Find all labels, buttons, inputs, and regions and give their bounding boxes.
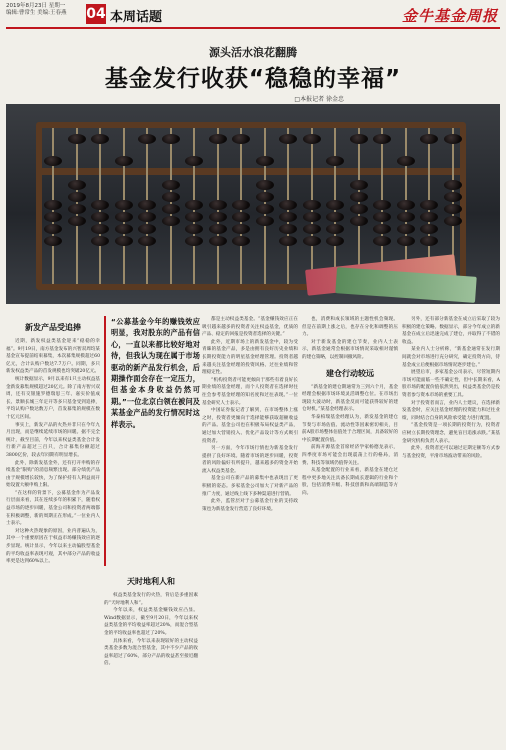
abacus-bead	[444, 192, 462, 202]
abacus-bead	[209, 236, 227, 246]
abacus-bead	[68, 216, 86, 226]
abacus-bead	[397, 200, 415, 210]
paragraph: 另外，还有部分新基金在成立后采取了较为积极的建仓策略。数据显示，部分今年成立的新基金在成立后迅速完成了建仓，并取得了不错的收益。	[402, 317, 500, 345]
abacus-bead	[350, 216, 368, 226]
abacus-bead	[420, 212, 438, 222]
abacus-bead	[209, 212, 227, 222]
paragraph: 基金公司在新产品的募集中也表现出了更积极的姿态。多家基金公司加大了对新产品的推广力度，通过线上线下多种渠道进行营销。	[202, 476, 298, 497]
abacus-bead	[162, 134, 180, 144]
abacus-bead	[91, 236, 109, 246]
paragraph: 此外，投资者还可以通过定期定额等方式参与基金投资，平滑市场波动带来的风险。	[402, 446, 500, 459]
paragraph: 今年以来，权益类基金赚钱效应凸显。Wind数据显示，截至9月20日，今年以来权益类基金的平均收益率超过20%，而混合型基金的平均收益率也超过了20%。	[104, 608, 198, 636]
abacus-bead	[256, 192, 274, 202]
abacus-bead	[326, 212, 344, 222]
paragraph: 此外，监管层对于公募基金行业的支持政策也为新基金发行营造了良好环境。	[202, 499, 298, 512]
section-title: 本周话题	[110, 10, 163, 25]
abacus-bead	[279, 200, 297, 210]
abacus-bead	[373, 200, 391, 210]
abacus-bead	[138, 236, 156, 246]
abacus-bead	[68, 192, 86, 202]
abacus-bead	[350, 180, 368, 190]
abacus-bead	[420, 224, 438, 234]
abacus-bead	[232, 224, 250, 234]
abacus-bead	[326, 224, 344, 234]
abacus-bead	[303, 236, 321, 246]
abacus-bead	[209, 200, 227, 210]
abacus-bead	[44, 156, 62, 166]
abacus-bead	[420, 200, 438, 210]
abacus-bead	[115, 200, 133, 210]
abacus-bead	[232, 134, 250, 144]
abacus-bead	[420, 134, 438, 144]
column-4	[302, 316, 398, 744]
abacus-photo	[6, 104, 500, 304]
paragraph: 前海开源基金首席经济学家杨德龙表示，四季度市场可能会出现震荡上行的格局，消费、科技等领域仍值得关注。	[302, 445, 398, 466]
abacus-bead	[303, 224, 321, 234]
subhead-new-products: 新发产品受追捧	[25, 323, 81, 332]
article-byline: □本报记者 徐金忠	[294, 96, 344, 103]
abacus-bead	[256, 156, 274, 166]
abacus-bead	[68, 180, 86, 190]
header-divider	[6, 27, 500, 29]
abacus-bead	[326, 236, 344, 246]
abacus-bead	[326, 156, 344, 166]
article-headline: 基金发行收获“稳稳的幸福”	[104, 66, 402, 92]
paragraph: 都是主动权益类基金。“基金赚钱效应正在吸引越来越多的投资者关注权益基金，优质的产品、稳定的回报是投资者选择的关键。”	[202, 317, 298, 338]
paragraph: 另一方面，今年市场行情也为新基金发行提供了良好环境。随着市场的逐步回暖，投资者的风险偏好有所提升，越来越多的资金开始流入权益类基金。	[202, 446, 298, 474]
abacus-bead	[68, 134, 86, 144]
page-header	[0, 0, 506, 32]
abacus-bead	[232, 236, 250, 246]
abacus-bead	[115, 212, 133, 222]
paragraph: 中国证券报记者了解到，在市场整体上涨之时，投资者更倾向于选择能够获取超额收益的产品。基金公司也在积极布局权益类产品，通过加大营销投入、优化产品设计等方式吸引投资者。	[202, 408, 298, 444]
abacus-bead	[303, 200, 321, 210]
abacus-bead	[444, 216, 462, 226]
abacus-bead	[256, 180, 274, 190]
paragraph: 对于新发基金的建仓节奏，业内人士表示，新基金通常会根据市场情况采取相对谨慎的建仓策略，以控制回撤风险。	[302, 339, 398, 360]
abacus-bead	[162, 180, 180, 190]
paragraph: 也，消费和成长领域的主题性机会频现。但是在前期上涨之后，也存在分化和调整的压力。	[302, 317, 398, 338]
abacus-bead	[91, 224, 109, 234]
abacus-bead	[444, 134, 462, 144]
abacus-bead	[162, 204, 180, 214]
abacus-bead	[185, 212, 203, 222]
subhead-timing: 天时地利人和	[127, 577, 175, 586]
abacus-bead	[44, 236, 62, 246]
abacus-bead	[397, 224, 415, 234]
abacus-bead	[350, 192, 368, 202]
abacus-bead	[115, 156, 133, 166]
column-1	[6, 316, 100, 744]
abacus-bead	[91, 200, 109, 210]
paragraph: “新基金的建仓期通常为三到六个月，基金经理会根据市场环境灵活调整仓位。在市场出现较大波动时，新基金反而可能获得较好的建仓时机。”某基金经理表示。	[302, 384, 398, 413]
issue-date: 2019年8月23日 星期一	[6, 3, 66, 9]
paragraph: 此外，近期市场上的新发基金中，较为受青睐的基金产品，多是由拥有良好历史业绩和长期投资能力的明星基金经理管理。投资者越来越关注基金经理的投资风格、过往业绩和管理稳定性。	[202, 339, 298, 376]
abacus-bead	[256, 204, 274, 214]
abacus-bead	[44, 224, 62, 234]
subhead-positioning: 建仓行动较远	[326, 368, 374, 378]
abacus-bead	[44, 200, 62, 210]
abacus-bead	[444, 204, 462, 214]
abacus-bead	[185, 200, 203, 210]
abacus-bead	[68, 204, 86, 214]
abacus-bead	[138, 212, 156, 222]
abacus-bead	[232, 212, 250, 222]
abacus-bead	[303, 212, 321, 222]
paragraph: 近期，新发权益类基金迎来“稳稳的幸福”。9月19日，南方基金发布的兴智双周均某基金宣布提前结束募集，本次募集规模超过60亿元，合计认购户数达7.7万户。同期，多只新发权益类产品的首发规模也均突破20亿元。	[6, 339, 100, 375]
abacus-bead	[373, 212, 391, 222]
paragraph: 对于投资者而言，业内人士建议，在选择新发基金时，应关注基金经理的投资能力和过往业绩，同时结合自身的风险承受能力进行配置。	[402, 400, 500, 421]
editor-line: 编辑:曹常生 美编:王春燕	[6, 10, 67, 16]
paragraph: 从基金配置的行业来看，新基金在建仓过程中更多地关注具备长期成长逻辑的行业和个股，包括消费升级、科技创新和高端制造等方向。	[302, 468, 398, 496]
abacus-bead	[91, 212, 109, 222]
abacus-bead	[397, 236, 415, 246]
header-meta	[6, 3, 66, 17]
abacus-bead	[115, 224, 133, 234]
abacus-bead	[373, 236, 391, 246]
column-3	[202, 316, 298, 744]
abacus-bead	[138, 224, 156, 234]
abacus-bead	[279, 224, 297, 234]
paragraph: 展望后市，多家基金公司表示，尽管短期内市场可能面临一些不确定性，但中长期来看，A股市场的配置价值依然突出，权益类基金仍是投资者参与资本市场的重要工具。	[402, 370, 500, 398]
abacus-bead	[373, 134, 391, 144]
abacus-bead	[162, 216, 180, 226]
paragraph: 统计数据显示，9月以来有1只主动权益基金新发募集规模超过20亿元。除了南方智兴双周，还有交银施罗德瑞思三年、嘉实价值成长、景顺长城三年定开等多只基金受到追捧，平均认购户数达数万户，首发募集的规模在数十亿元区间。	[6, 376, 100, 420]
paragraph: “机构投资者可能更倾向于那些有着良好长期业绩的基金经理，而个人投资者在选择时往往会参考基金经理的知名度和过往表现。”一位基金研究人士表示。	[202, 377, 298, 406]
paragraph: “基金投资是一项长期的投资行为，投资者应树立长期投资理念，避免盲目追涨杀跌。”某基金研究机构负责人表示。	[402, 423, 500, 444]
abacus-bead	[279, 212, 297, 222]
abacus-bead	[185, 156, 203, 166]
paragraph: 具体来看，今年以来表现较好的主动权益类基金多数为混合型基金，其中不少产品的收益率超过了60%，部分产品的收益甚至接近翻倍。	[104, 638, 198, 667]
paragraph: 权益类基金发行的火热，背后是多重因素的“天时地利人和”。	[104, 593, 198, 606]
paragraph: 事实上，新发产品的火热并非只在今年九月出现，而是继续延续市场的回暖。据不完全统计，截至目前，今年以来权益类基金合计发行新产品超过三百只，合计募集份额超过3800亿份，较去年同期有明显增长。	[6, 422, 100, 458]
column-5	[402, 316, 500, 744]
abacus-bead	[350, 204, 368, 214]
abacus-bead	[91, 134, 109, 144]
abacus-bead	[162, 192, 180, 202]
abacus-bead	[185, 224, 203, 234]
paragraph: 此外，除新发基金外，还有打开申购的存续基金“限购”的消息频繁出现。部分绩优产品由于规模增长较快，为了保护持有人利益而开始设置大额申购上限。	[6, 460, 100, 489]
paragraph: 某业内人士分析称，“新基金通常在发行期间就会对市场进行充分研究，确定投资方向，待基金成立后便根据市场情况逐步建仓。”	[402, 347, 500, 368]
abacus-bead	[256, 216, 274, 226]
abacus-bead	[209, 134, 227, 144]
pull-quote: “公募基金今年的赚钱效应明显，我对股东的产品有信心，一直以来都比较好地对待，但我认为现在属于市场驱动的新产品发行机会，后期操作面会存在一定压力，但基金本身收益仍然可期。”一位北京白领在被问及某基金产品的发行情况时这样表示。	[104, 316, 200, 566]
abacus-bead	[209, 224, 227, 234]
abacus-bead	[138, 200, 156, 210]
abacus-bead	[397, 156, 415, 166]
paragraph: 华泰柏瑞基金经理认为，新发基金的建仓节奏与市场估值、流动性等因素密切相关，目前A股市场整体估值处于合理区间，具备较好的中长期配置价值。	[302, 414, 398, 443]
abacus-bead	[138, 134, 156, 144]
abacus-bead	[44, 212, 62, 222]
abacus-bead	[420, 236, 438, 246]
abacus-bead	[444, 180, 462, 190]
column-2	[104, 570, 198, 744]
publication-logo: 金牛基金周报	[401, 7, 498, 25]
abacus-bead	[115, 236, 133, 246]
abacus-bead	[232, 200, 250, 210]
abacus-bead	[350, 134, 368, 144]
abacus-bead	[279, 134, 297, 144]
article-kicker: 源头活水浪花翻腾	[209, 46, 297, 59]
abacus-bead	[373, 224, 391, 234]
abacus-bead	[303, 134, 321, 144]
abacus-bead	[397, 212, 415, 222]
page-number: 04	[86, 6, 106, 22]
abacus-bead	[185, 236, 203, 246]
abacus-bead	[279, 236, 297, 246]
abacus-bead	[326, 200, 344, 210]
paragraph: 对这种火热现象的原因，业内普遍认为，其中一个重要原因在于权益市场赚钱效应的逐步显现。统计显示，今年以来主动偏股型基金的平均收益率表现可观，其中部分产品的收益率更是达到60%以上。	[6, 528, 100, 565]
paragraph: “在这样的背景下，公募基金作为产品发行层面来看，其在连续多年的积累下，随着权益市场的逐步回暖，基金公司和投资者两端都在积极调整，新的周期正在形成。”一位业内人士表示。	[6, 490, 100, 527]
